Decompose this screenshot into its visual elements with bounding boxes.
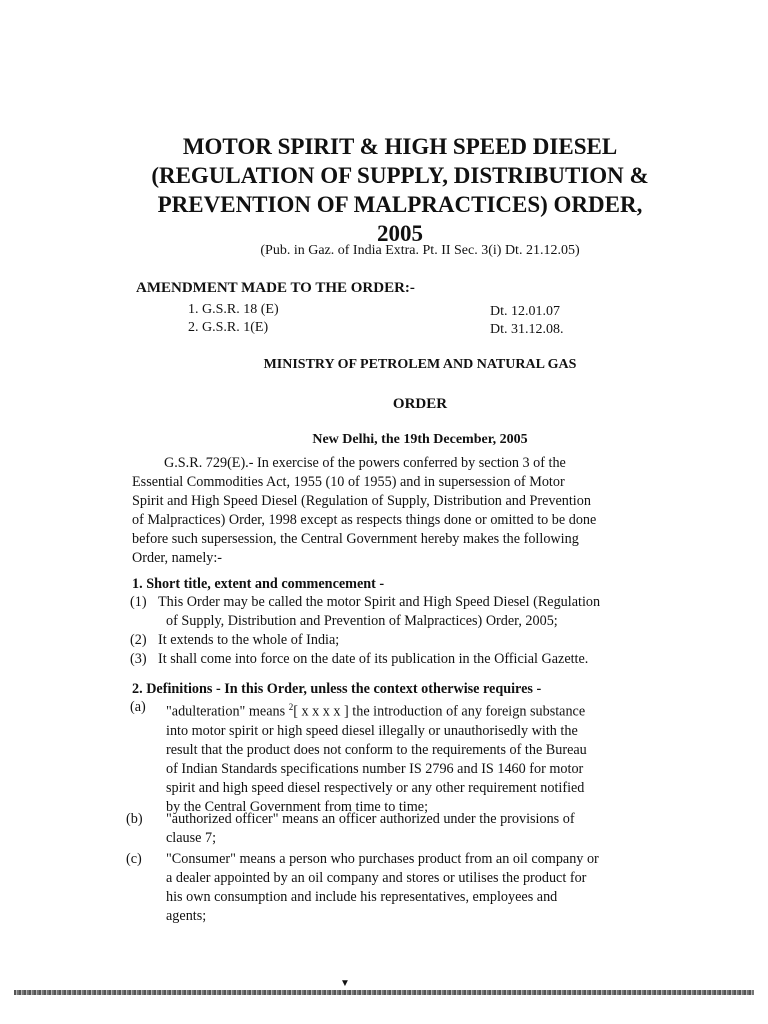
item-line: This Order may be called the motor Spirit and High Speed Diesel (Regulation xyxy=(158,594,601,610)
amendment-date-1: Dt. 12.01.07 xyxy=(490,304,560,319)
item-line: clause 7; xyxy=(166,830,217,846)
publication-note: (Pub. in Gaz. of India Extra. Pt. II Sec. 3(i) Dt. 21.12.05) xyxy=(260,243,580,258)
item-line: result that the product does not conform to the requirements of the Bureau xyxy=(166,741,587,758)
preamble-line: of Malpractices) Order, 1998 except as respects things done or omitted to be done xyxy=(132,512,597,528)
preamble-line: Essential Commodities Act, 1955 (10 of 1955) and in supersession of Motor xyxy=(132,474,565,490)
item-label: (b) xyxy=(126,811,143,827)
definition-authorized-officer xyxy=(166,810,706,848)
amendments-heading: AMENDMENT MADE TO THE ORDER:- xyxy=(136,280,415,296)
definition-consumer xyxy=(166,850,706,926)
item-line: "Consumer" means a person who purchases product from an oil company or xyxy=(166,851,599,867)
footnote-marker: 2 xyxy=(288,702,294,712)
section-1-item-2: It extends to the whole of India; xyxy=(158,632,340,648)
text-run: [ x x x x ] the introduction of any foreign substance xyxy=(293,703,586,720)
item-label: (c) xyxy=(126,851,142,867)
amendment-ref-2: 2. G.S.R. 1(E) xyxy=(188,320,269,335)
title-line-1: MOTOR SPIRIT & HIGH SPEED DIESEL xyxy=(182,134,618,159)
item-line: spirit and high speed diesel respectively or any other requirement notified xyxy=(166,779,585,796)
scan-edge-rule xyxy=(14,990,754,995)
text-run: "adulteration" means xyxy=(166,703,289,720)
section-1-heading: 1. Short title, extent and commencement - xyxy=(132,576,385,592)
item-line: of Indian Standards specifications number IS 2796 and IS 1460 for motor xyxy=(166,760,584,777)
title-line-2: (REGULATION OF SUPPLY, DISTRIBUTION & xyxy=(151,163,649,188)
title-line-4: 2005 xyxy=(377,221,423,246)
preamble-line: G.S.R. 729(E).- In exercise of the powers conferred by section 3 of the xyxy=(164,455,566,471)
dateline: New Delhi, the 19th December, 2005 xyxy=(312,432,528,447)
amendment-date-2: Dt. 31.12.08. xyxy=(490,322,564,337)
item-label: (2) xyxy=(130,632,147,648)
preamble-line: before such supersession, the Central Government hereby makes the following xyxy=(132,531,579,547)
preamble-line: Spirit and High Speed Diesel (Regulation of Supply, Distribution and Prevention xyxy=(132,493,591,509)
item-line: by the Central Government from time to time; xyxy=(166,798,429,815)
section-1-item-3: It shall come into force on the date of its publication in the Official Gazette. xyxy=(158,651,589,667)
document-title xyxy=(120,132,680,248)
definition-adulteration xyxy=(166,698,706,817)
item-line: of Supply, Distribution and Prevention of Malpractices) Order, 2005; xyxy=(166,613,558,629)
section-2-heading: 2. Definitions - In this Order, unless the context otherwise requires - xyxy=(132,681,542,697)
ministry-heading: MINISTRY OF PETROLEM AND NATURAL GAS xyxy=(263,357,577,372)
order-heading: ORDER xyxy=(392,396,448,412)
item-label: (1) xyxy=(130,594,147,610)
item-line: a dealer appointed by an oil company and stores or utilises the product for xyxy=(166,870,587,886)
item-label: (a) xyxy=(130,699,146,715)
item-line: his own consumption and include his representatives, employees and xyxy=(166,889,558,905)
item-label: (3) xyxy=(130,651,147,667)
preamble-paragraph xyxy=(132,454,708,568)
item-line: "authorized officer" means an officer authorized under the provisions of xyxy=(166,811,575,827)
title-line-3: PREVENTION OF MALPRACTICES) ORDER, xyxy=(157,192,643,217)
section-1-item-1 xyxy=(158,593,718,631)
item-line: into motor spirit or high speed diesel illegally or unauthorisedly with the xyxy=(166,722,578,739)
preamble-line: Order, namely:- xyxy=(132,550,223,566)
item-line: agents; xyxy=(166,908,207,924)
amendment-ref-1: 1. G.S.R. 18 (E) xyxy=(188,302,279,317)
scan-mark-icon: ▼ xyxy=(340,978,350,989)
item-line xyxy=(166,698,706,722)
